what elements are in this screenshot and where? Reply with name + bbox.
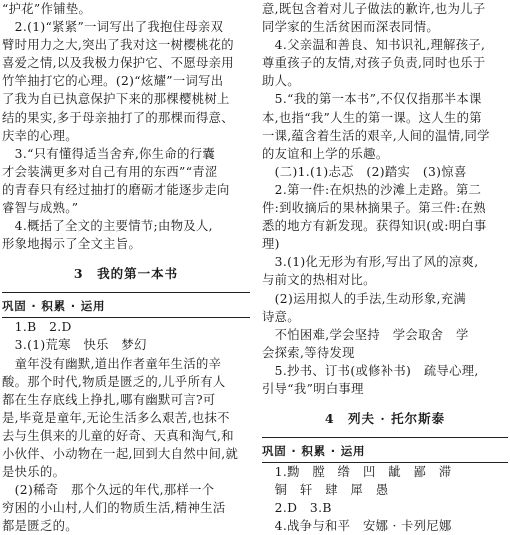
text-line: 件:到收摘后的果林摘果子。第三件:在熟 <box>262 201 486 216</box>
text-line: 与前文的热相对比。 <box>262 273 376 288</box>
text-line: 一课,蕴含着生活的艰辛,人间的温情,同学 <box>262 128 490 143</box>
text-line: 2.第一件:在炽热的沙滩上走路。第二 <box>262 182 482 197</box>
text-line: 诗意。 <box>262 309 300 324</box>
text-line: 尊重孩子的友情,对孩子负责,同时也乐于 <box>262 56 486 71</box>
text-line: 都在生存底线上挣扎,哪有幽默可言?可 <box>2 392 216 407</box>
text-line: 竹竿抽打它的心理。(2)“炫耀”一词写出 <box>2 74 224 89</box>
right-top-text <box>262 0 508 398</box>
section-title: 3 我的第一本书 <box>73 266 179 282</box>
text-line: 喜爱之情,以及我极力保护它、不愿母亲用 <box>2 56 234 71</box>
text-line: 1.B 2.D <box>2 320 72 335</box>
left-top-text <box>2 0 250 253</box>
text-line: 2.D 3.B <box>262 501 332 516</box>
text-line: 5.抄书、订书(或修补书) 疏导心理, <box>262 363 479 378</box>
text-line: 是快乐的。 <box>2 465 66 480</box>
divider <box>2 292 250 293</box>
text-line: (二)1.(1)忐忑 (2)踏实 (3)惊喜 <box>262 164 467 179</box>
text-line: (2)稀奇 那个久远的年代,那样一个 <box>2 483 215 498</box>
text-line: “护花”作铺垫。 <box>2 2 92 16</box>
text-line: (2)运用拟人的手法,生动形象,充满 <box>262 291 467 306</box>
divider <box>262 437 508 438</box>
text-line: 5.“我的第一本书”,不仅仅指那半本课 <box>262 92 482 107</box>
text-line: 理) <box>262 237 280 252</box>
text-line: 意,既包含着对儿子做法的歉许,也为儿子 <box>262 2 486 16</box>
text-line: 同学家的生活贫困而深表同情。 <box>262 20 440 35</box>
text-line: 都是匮乏的。 <box>2 519 78 534</box>
text-line: 悉的地方有新发现。获得知识(或:明白事 <box>262 219 487 234</box>
text-line: 铜 轩 肆 犀 愚 <box>262 483 389 498</box>
text-line: 酸。那个时代,物质是匮乏的,儿乎所有人 <box>2 374 226 389</box>
text-line: 助人。 <box>262 74 300 89</box>
text-line: 3.(1)荒寒 快乐 梦幻 <box>2 338 147 353</box>
subsection-heading: 巩固 · 积累 · 运用 <box>2 299 106 314</box>
text-line: 穷困的小山村,人们的物质生活,精神生活 <box>2 501 226 516</box>
text-line: 小伙伴、小动物在一起,回到大自然中间,就 <box>2 446 239 461</box>
text-line: 去与生俱来的儿童的好奇、天真和淘气,和 <box>2 428 234 443</box>
text-line: 会探索,等待发现 <box>262 345 355 360</box>
left-column <box>2 0 250 535</box>
text-line: 2.(1)“紧紧”一词写出了我抱住母亲双 <box>2 20 224 35</box>
section-title: 4 列夫 · 托尔斯泰 <box>324 411 446 427</box>
right-column <box>262 0 508 535</box>
text-line: 4.父亲温和善良、知书识礼,理解孩子, <box>262 38 486 53</box>
text-line: 引导“我”明白事理 <box>262 381 364 396</box>
text-line: 结的果实,多于母亲抽打了的那棵而得意、 <box>2 110 234 125</box>
text-line: 3.(1)化无形为有形,写出了风的凉爽, <box>262 255 479 270</box>
text-line: 是,毕竟是童年,无论生活多么艰苦,也抹不 <box>2 410 230 425</box>
text-line: 臂时用力之大,突出了我对这一树樱桃花的 <box>2 38 234 53</box>
text-line: 3.“只有懂得适当舍弃,你生命的行囊 <box>2 146 216 161</box>
left-bottom-text <box>2 318 250 535</box>
text-line: 1.黝 膛 绺 凹 龇 鄙 滞 <box>262 465 452 480</box>
text-line: 庆幸的心理。 <box>2 128 78 143</box>
text-line: 的友谊和上学的乐趣。 <box>262 146 389 161</box>
text-line: 才会装满更多对自己有用的东西”“青涩 <box>2 164 218 179</box>
text-line: 了我为自已执意保护下来的那棵樱桃树上 <box>2 92 230 107</box>
right-bottom-text <box>262 463 508 535</box>
text-line: 童年没有幽默,道出作者童年生活的辛 <box>2 356 222 371</box>
subsection-heading: 巩固 · 积累 · 运用 <box>262 444 366 459</box>
text-line: 本,也指“我”人生的第一课。这人生的第 <box>262 110 482 125</box>
text-line: 的青春只有经过抽打的磨砺才能逐步走向 <box>2 182 230 197</box>
text-line: 形象地揭示了全文主旨。 <box>2 237 142 252</box>
text-line: 4.战争与和平 安娜 · 卡列尼娜 <box>262 519 452 534</box>
text-line: 4.概括了全文的主要情节;由物及人, <box>2 219 213 234</box>
text-line: 不怕困难,学会坚持 学会取舍 学 <box>262 327 469 342</box>
text-line: 睿智与成熟。” <box>2 201 79 216</box>
